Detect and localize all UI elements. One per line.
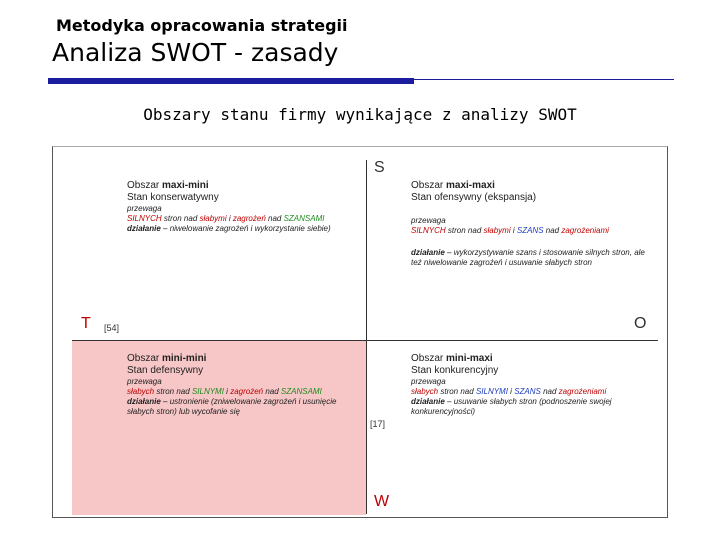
adv-part: słabych <box>127 387 155 396</box>
quadrant-maxi-mini <box>127 180 359 234</box>
adv-part: SZANS <box>514 387 541 396</box>
slide-subtitle: Obszary stanu firmy wynikające z analizy SWOT <box>143 105 577 124</box>
action-body: – wykorzystywanie szans i stosowanie silnych stron, ale też niwelowanie zagrożeń i usuwanie słabych stron <box>411 248 645 267</box>
heading-prefix: Obszar <box>127 180 163 191</box>
action-label: działanie <box>411 248 445 257</box>
axis-label-s: S <box>374 159 385 176</box>
heading-name: maxi-mini <box>162 180 209 191</box>
adv-part: zagrożeniami <box>558 387 607 396</box>
adv-part: nad <box>543 226 562 235</box>
adv-part: SILNYCH <box>411 226 446 235</box>
ref-w: [17] <box>370 419 386 429</box>
advantage-label: przewaga <box>127 377 162 386</box>
adv-part: SZANS <box>516 226 544 235</box>
advantage-text <box>127 214 359 224</box>
action-label: działanie <box>127 224 161 233</box>
action-text <box>411 397 651 417</box>
ref-t: [54] <box>104 323 120 333</box>
adv-part: nad <box>265 214 284 223</box>
heading-name: maxi-maxi <box>446 180 495 191</box>
axis-label-t: T <box>81 315 91 332</box>
heading-name: mini-mini <box>162 353 207 364</box>
quadrant-state: Stan konserwatywny <box>127 192 219 203</box>
slide-title: Analiza SWOT - zasady <box>52 38 339 67</box>
quadrant-heading <box>411 353 651 365</box>
quadrant-state: Stan konkurencyjny <box>411 365 499 376</box>
adv-part: i <box>510 226 517 235</box>
title-underline-thin <box>414 79 674 80</box>
quadrant-heading <box>127 353 359 365</box>
axis-label-o: O <box>634 315 647 332</box>
quadrant-state: Stan defensywny <box>127 365 204 376</box>
quadrant-heading <box>411 180 651 192</box>
advantage-text <box>411 387 651 397</box>
adv-part: i <box>223 387 231 396</box>
horizontal-axis <box>72 340 658 341</box>
adv-part: SILNYCH <box>127 214 162 223</box>
action-body: – niwelowanie zagrożeń i wykorzystanie siebie) <box>160 224 331 233</box>
title-underline-thick <box>48 78 414 84</box>
axis-label-w: W <box>374 493 390 510</box>
quadrant-heading <box>127 180 359 192</box>
adv-part: nad <box>540 387 559 396</box>
advantage-label: przewaga <box>127 204 162 213</box>
heading-prefix: Obszar <box>411 353 447 364</box>
vertical-axis <box>366 160 367 514</box>
adv-part: słabymi <box>483 226 511 235</box>
adv-part: i <box>507 387 515 396</box>
adv-part: zagrożeń <box>230 387 264 396</box>
action-text <box>411 248 651 268</box>
adv-part: stron nad <box>438 387 476 396</box>
adv-part: zagrożeniami <box>561 226 609 235</box>
advantage-text <box>411 226 651 236</box>
adv-part: SILNYMI <box>475 387 508 396</box>
quadrant-mini-maxi <box>411 353 651 417</box>
adv-part: nad <box>263 387 281 396</box>
action-body: – ustronienie (zniwelowanie zagrożeń i usunięcie słabych stron) lub wycofanie się <box>127 397 337 416</box>
action-label: działanie <box>127 397 161 406</box>
adv-part: stron nad <box>445 226 484 235</box>
quadrant-maxi-maxi <box>411 180 651 268</box>
slide-kicker: Metodyka opracowania strategii <box>56 16 348 35</box>
adv-part: zagrożeń <box>232 214 266 223</box>
adv-part: słabych <box>411 387 439 396</box>
adv-part: i <box>226 214 233 223</box>
action-body: – usuwanie słabych stron (podnoszenie swojej konkurencyjności) <box>411 397 612 416</box>
adv-part: słabymi <box>199 214 227 223</box>
adv-part: stron nad <box>154 387 192 396</box>
advantage-label: przewaga <box>411 216 446 225</box>
adv-part: SZANSAMI <box>283 214 325 223</box>
adv-part: SILNYMI <box>191 387 224 396</box>
adv-part: SZANSAMI <box>280 387 322 396</box>
quadrant-state: Stan ofensywny (ekspansja) <box>411 192 537 203</box>
action-text <box>127 224 359 234</box>
quadrant-mini-mini <box>127 353 359 417</box>
heading-prefix: Obszar <box>411 180 447 191</box>
action-label: działanie <box>411 397 445 406</box>
adv-part: stron nad <box>161 214 200 223</box>
advantage-text <box>127 387 359 397</box>
heading-prefix: Obszar <box>127 353 163 364</box>
heading-name: mini-maxi <box>446 353 493 364</box>
advantage-label: przewaga <box>411 377 446 386</box>
action-text <box>127 397 359 417</box>
